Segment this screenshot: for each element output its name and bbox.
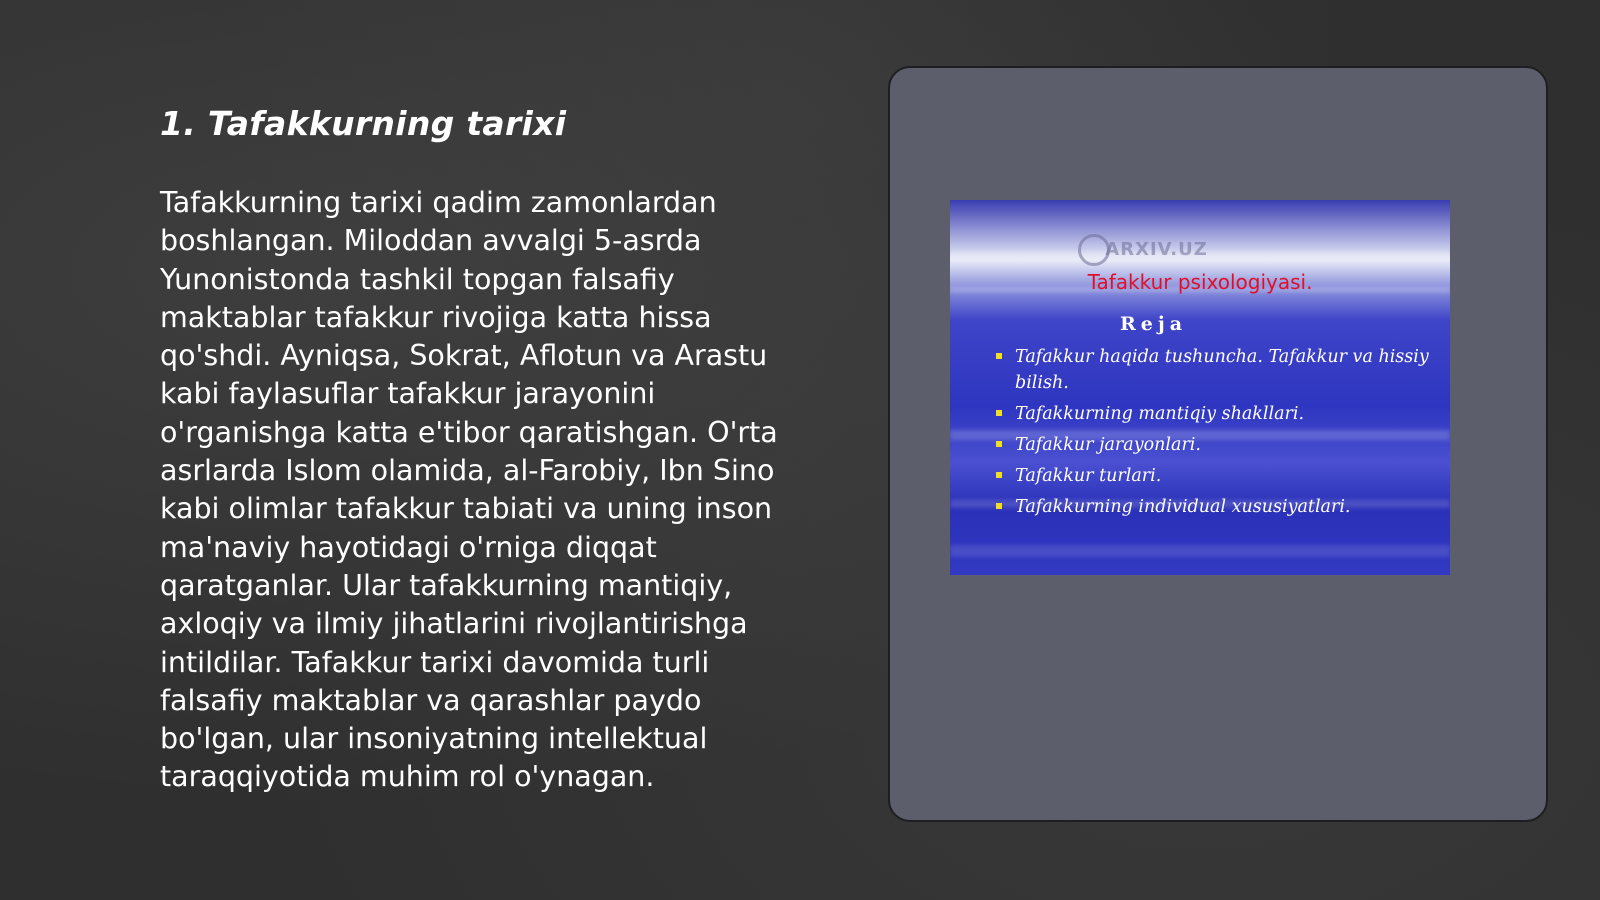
- square-bullet-icon: [996, 410, 1002, 416]
- embedded-slide-title: Tafakkur psixologiyasi.: [1087, 270, 1313, 294]
- square-bullet-icon: [996, 472, 1002, 478]
- square-bullet-icon: [996, 441, 1002, 447]
- list-item: Tafakkur jarayonlari.: [996, 432, 1436, 458]
- embedded-slide-image: [950, 200, 1450, 575]
- watermark-logo: [1078, 234, 1208, 266]
- square-bullet-icon: [996, 353, 1002, 359]
- slide-body-text: Tafakkurning tarixi qadim zamonlardan boshlangan. Miloddan avvalgi 5-asrda Yunonistonda tashkil topgan falsafiy maktablar tafakkur rivojiga katta hissa qo'shdi. Ayniqsa, Sokrat, Aflotun va Arastu kabi faylasuflar tafakkur jarayonini o'rganishga katta e'tibor qaratishgan. O'rta asrlarda Islom olamida, al-Farobiy, Ibn Sino kabi olimlar tafakkur tabiati va uning inson ma'naviy hayotidagi o'rniga diqqat qaratganlar. Ular tafakkurning mantiqiy, axloqiy va ilmiy jihatlarini rivojlantirishga intildilar. Tafakkur tarixi davomida turli falsafiy maktablar va qarashlar paydo bo'lgan, ular insoniyatning intellektual taraqqiyotida muhim rol o'ynagan.: [160, 186, 778, 794]
- square-bullet-icon: [996, 503, 1002, 509]
- list-item: Tafakkurning individual xususiyatlari.: [996, 494, 1436, 520]
- embedded-slide-heading: Reja: [1120, 313, 1188, 335]
- plan-list: [996, 344, 1436, 525]
- list-item: Tafakkur turlari.: [996, 463, 1436, 489]
- list-item: Tafakkur haqida tushuncha. Tafakkur va hissiy bilish.: [996, 344, 1436, 396]
- list-item: Tafakkurning mantiqiy shakllari.: [996, 401, 1436, 427]
- slide-title: 1. Tafakkurning tarixi: [160, 104, 567, 143]
- watermark-text: ARXIV.UZ: [1105, 239, 1208, 260]
